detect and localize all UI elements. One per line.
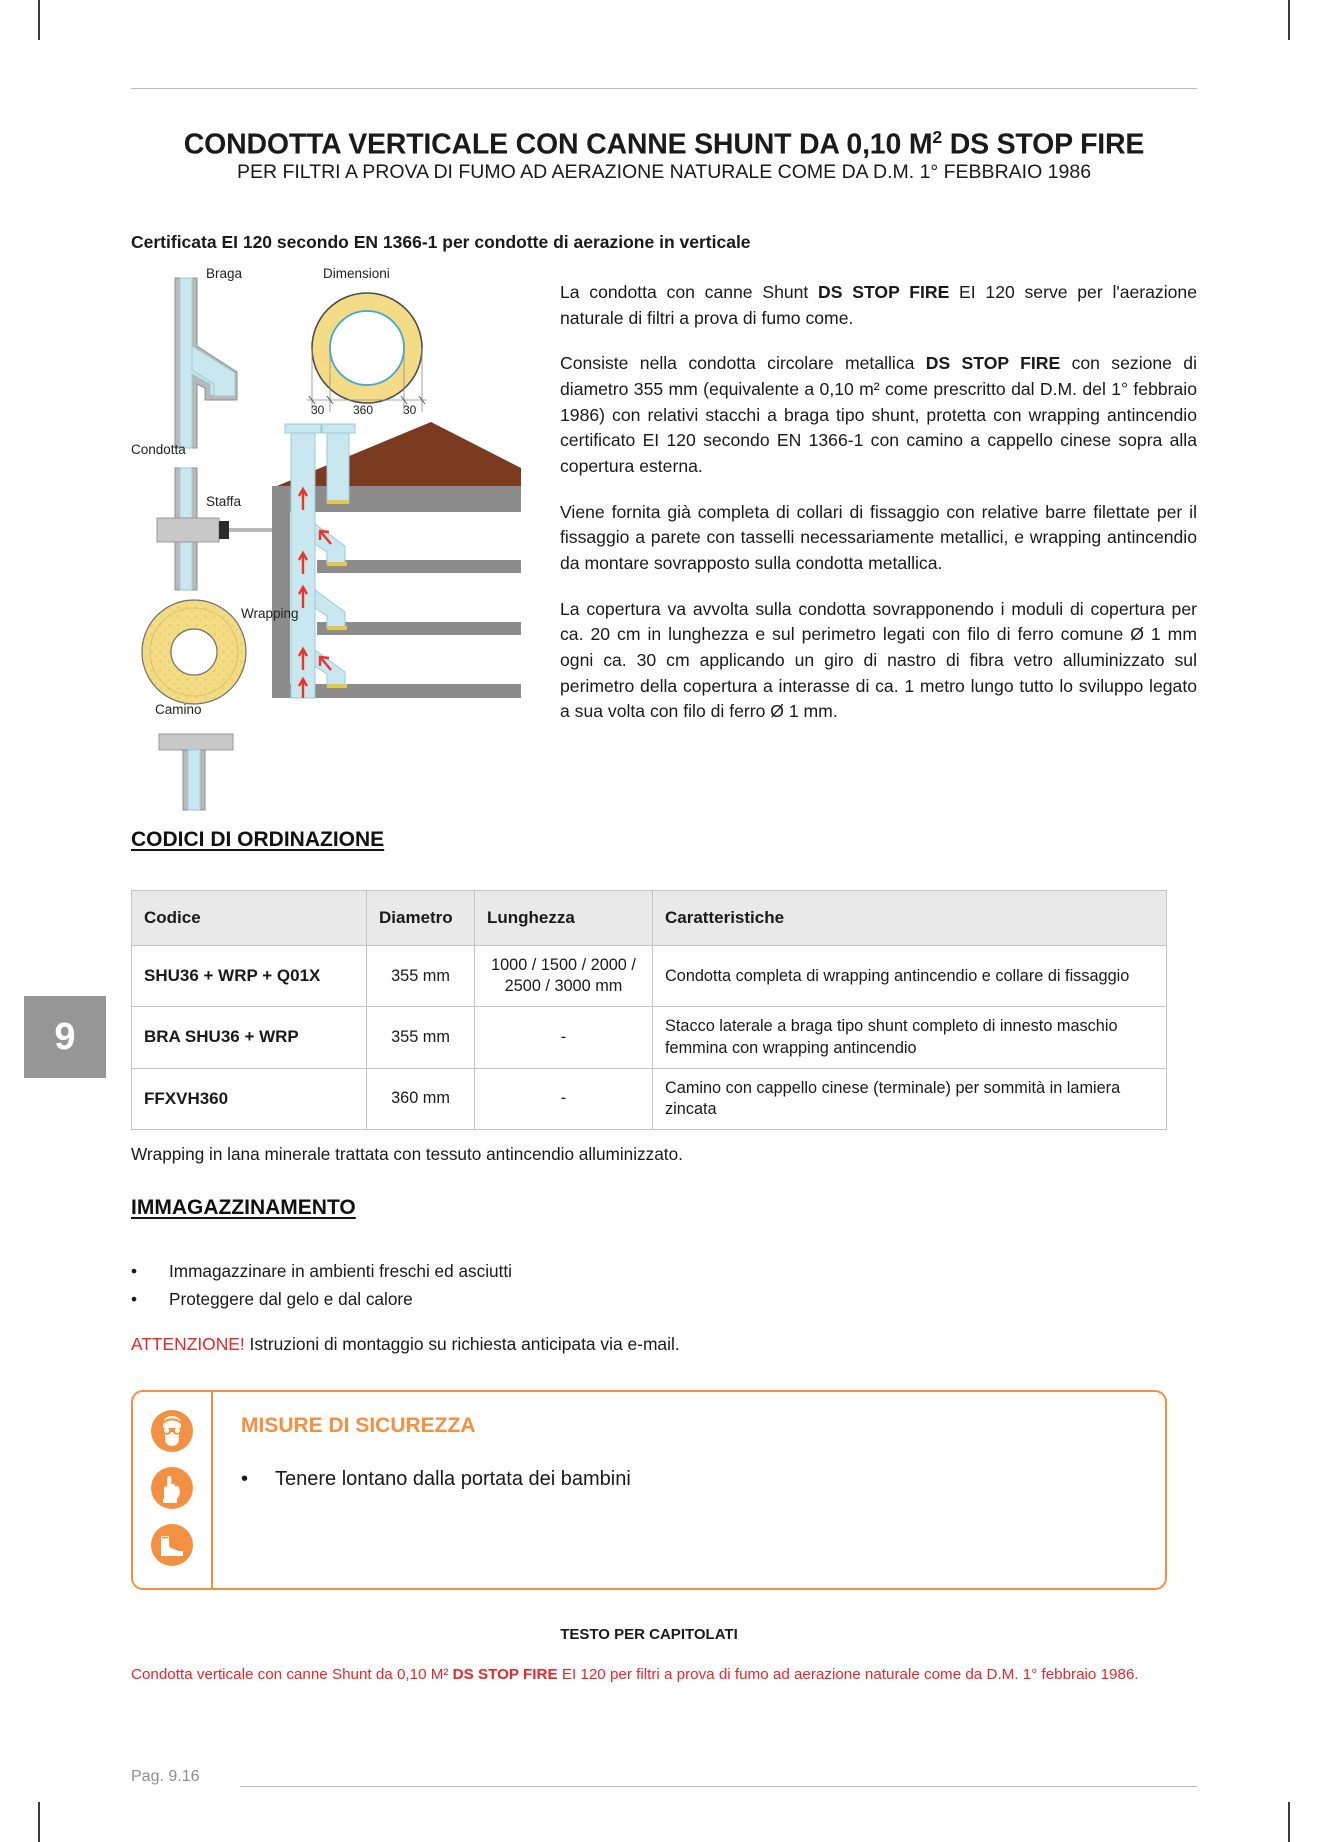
paragraph-text: La condotta con canne Shunt [560, 282, 819, 302]
page-label: Pag. 9.16 [131, 1768, 200, 1785]
safety-box-title: MISURE DI SICUREZZA [241, 1414, 476, 1437]
table-header-lunghezza: Lunghezza [475, 891, 653, 946]
description-paragraph [560, 597, 1197, 725]
table-cell-diametro: 355 mm [367, 946, 475, 1007]
capitolati-text-pre: Condotta verticale con canne Shunt da 0,10 M² [131, 1666, 453, 1683]
figure-label-condotta: Condotta [131, 442, 186, 457]
page-title-post: DS STOP FIRE [941, 128, 1145, 161]
table-cell-codice: FFXVH360 [132, 1068, 367, 1129]
figure-label-braga: Braga [206, 266, 243, 281]
header-rule [131, 88, 1197, 89]
diagram-wrapping [142, 600, 246, 704]
figure-label-wrapping: Wrapping [241, 606, 299, 621]
brand-name: DS STOP FIRE [818, 282, 950, 302]
table-cell-codice: BRA SHU36 + WRP [132, 1007, 367, 1068]
certification-line: Certificata EI 120 secondo EN 1366-1 per condotte di aerazione in verticale [131, 232, 751, 252]
diagram-camino [159, 734, 233, 810]
diagram-dimensioni [307, 293, 427, 412]
capitolati-title: TESTO PER CAPITOLATI [560, 1626, 738, 1643]
diagram-braga [175, 278, 237, 448]
list-item-label: Immagazzinare in ambienti freschi ed asciutti [169, 1261, 512, 1281]
description-paragraph [560, 500, 1197, 577]
table-cell-lunghezza: - [475, 1068, 653, 1129]
safety-bullet-marker: • [241, 1468, 249, 1490]
safety-icon-column [133, 1392, 213, 1588]
ordering-codes-table [131, 890, 1167, 1130]
page-title [131, 128, 1197, 160]
paragraph-text: EI 120 serve per l'aerazione naturale di filtri a prova di fumo come. [560, 282, 1197, 328]
table-row [132, 1007, 1167, 1068]
crop-mark-top-left [38, 0, 40, 40]
technical-diagram [131, 266, 521, 812]
section-heading-immagazzinamento: IMMAGAZZINAMENTO [131, 1196, 356, 1219]
list-item [131, 1258, 831, 1286]
paragraph-text: Viene fornita già completa di collari di fissaggio con relative barre filettate per il fissaggio a parete con tasselli necessariamente metallici, e wrapping antincendio da montare sovrapposto sulla condotta metallica. [560, 501, 1197, 574]
crop-mark-bottom-right [1288, 1802, 1290, 1842]
technical-diagram-svg [131, 272, 521, 812]
figure-label-dimensioni: Dimensioni [323, 266, 390, 281]
safety-box-item [241, 1468, 631, 1491]
table-cell-diametro: 360 mm [367, 1068, 475, 1129]
brand-name: DS STOP FIRE [925, 353, 1061, 374]
table-cell-lunghezza: - [475, 1007, 653, 1068]
description-paragraph [560, 351, 1197, 479]
table-header-row [132, 891, 1167, 946]
list-item [131, 1286, 831, 1314]
bullet-marker: • [131, 1288, 138, 1309]
dimension-label-left: 30 [311, 403, 325, 417]
page-subtitle: PER FILTRI A PROVA DI FUMO AD AERAZIONE NATURALE COME DA D.M. 1° FEBBRAIO 1986 [236, 161, 1092, 183]
crop-mark-bottom-left [38, 1802, 40, 1842]
safety-measures-box [131, 1390, 1167, 1590]
attention-keyword: ATTENZIONE! [131, 1334, 245, 1354]
page-number-tab [24, 996, 106, 1078]
page-title-superscript: 2 [932, 127, 942, 147]
table-header-caratteristiche: Caratteristiche [653, 891, 1167, 946]
table-cell-diametro: 355 mm [367, 1007, 475, 1068]
capitolati-text-post: EI 120 per filtri a prova di fumo ad aerazione naturale come da D.M. 1° febbraio 1986. [557, 1666, 1139, 1683]
table-cell-caratteristiche: Condotta completa di wrapping antincendio e collare di fissaggio [653, 946, 1167, 1007]
page-number-tab-label: 9 [54, 1016, 76, 1058]
table-cell-caratteristiche: Stacco laterale a braga tipo shunt completo di innesto maschio femmina con wrapping antincendio [653, 1007, 1167, 1068]
attention-note [131, 1334, 680, 1355]
paragraph-text: con sezione di diametro 355 mm (equivalente a 0,10 m² come prescritto dal D.M. del 1° febbraio 1986) con relativi stacchi a braga tipo shunt, protetta con wrapping antincendio certificato EI 120 secondo EN 1366-1 con camino a cappello cinese sopra alla copertura esterna. [560, 353, 1197, 477]
table-row [132, 946, 1167, 1007]
storage-bullet-list [131, 1258, 831, 1314]
safety-goggles-icon [150, 1409, 194, 1458]
page-title-pre: CONDOTTA VERTICALE CON CANNE SHUNT DA 0,10 M [183, 128, 933, 161]
table-cell-caratteristiche: Camino con cappello cinese (terminale) per sommità in lamiera zincata [653, 1068, 1167, 1129]
crop-mark-top-right [1288, 0, 1290, 40]
diagram-staffa [157, 518, 285, 542]
table-cell-lunghezza: 1000 / 1500 / 2000 / 2500 / 3000 mm [475, 946, 653, 1007]
figure-label-staffa: Staffa [206, 494, 242, 509]
table-row [132, 1068, 1167, 1129]
dimension-label-center: 360 [353, 403, 374, 417]
paragraph-text: La copertura va avvolta sulla condotta sovrapponendo i moduli di copertura per ca. 20 cm in lunghezza e sul perimetro legati con filo di ferro comune Ø 1 mm ogni ca. 30 cm applicando un giro di nastro di fibra vetro alluminizzato sul perimetro della copertura a interasse di ca. 1 metro lungo tutto lo sviluppo legato a sua volta con filo di ferro Ø 1 mm. [560, 598, 1197, 722]
safety-item-text: Tenere lontano dalla portata dei bambini [275, 1468, 631, 1490]
dimension-label-right: 30 [403, 403, 417, 417]
safety-boots-icon [150, 1523, 194, 1572]
description-text [560, 280, 1197, 725]
table-cell-codice: SHU36 + WRP + Q01X [132, 946, 367, 1007]
footer-rule [240, 1786, 1197, 1787]
safety-gloves-icon [150, 1466, 194, 1515]
diagram-building [272, 422, 521, 698]
capitolati-brand: DS STOP FIRE [452, 1666, 558, 1683]
attention-text: Istruzioni di montaggio su richiesta anticipata via e-mail. [244, 1334, 680, 1354]
bullet-marker: • [131, 1261, 138, 1281]
table-header-diametro: Diametro [367, 891, 475, 946]
section-heading-codici: CODICI DI ORDINAZIONE [131, 828, 385, 851]
capitolati-text [131, 1664, 1171, 1686]
list-item-label: Proteggere dal gelo e dal calore [169, 1288, 413, 1309]
table-header-codice: Codice [132, 891, 367, 946]
table-note: Wrapping in lana minerale trattata con tessuto antincendio alluminizzato. [131, 1144, 683, 1164]
paragraph-text: Consiste nella condotta circolare metallica [560, 353, 926, 374]
figure-label-camino: Camino [155, 702, 202, 717]
description-paragraph [560, 280, 1197, 331]
